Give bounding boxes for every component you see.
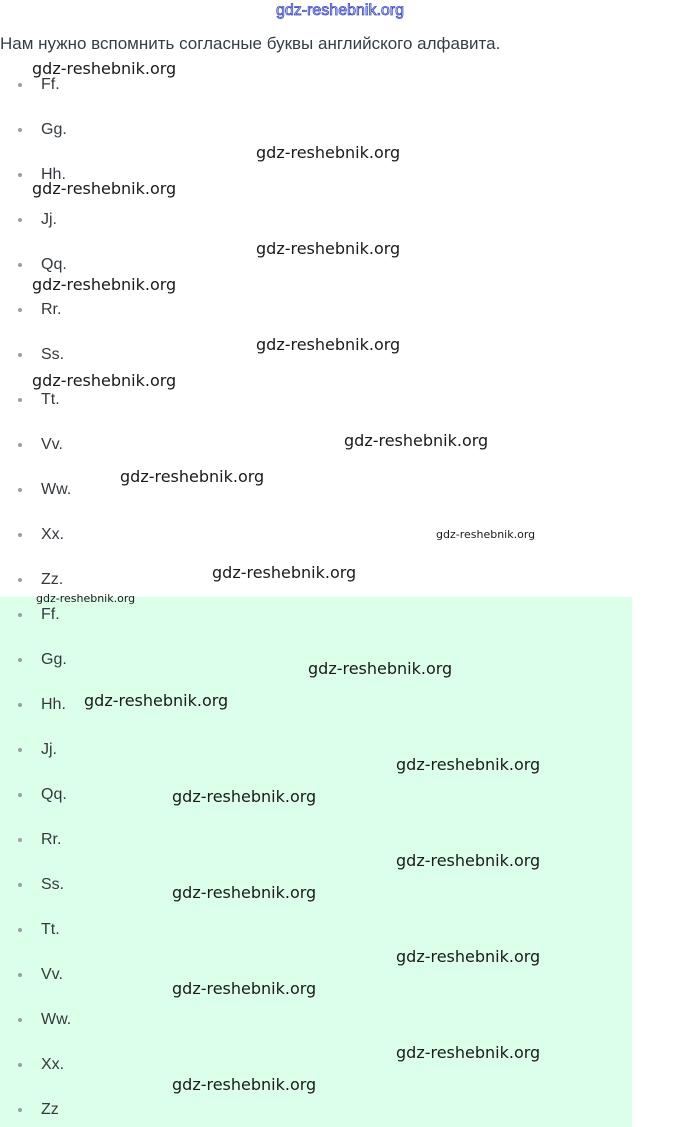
bullet-icon: [18, 1018, 22, 1022]
list-item: [0, 433, 300, 457]
watermark-text: gdz-reshebnik.org: [32, 371, 177, 390]
bullet-icon: [18, 613, 22, 617]
bullet-icon: [18, 578, 22, 582]
letter-label: Hh.: [41, 696, 66, 713]
bullet-icon: [18, 533, 22, 537]
bullet-icon: [18, 128, 22, 132]
letter-label: Rr.: [41, 301, 62, 318]
bullet-icon: [18, 263, 22, 267]
list-item: [0, 1098, 300, 1122]
bullet-icon: [18, 973, 22, 977]
list-item: [0, 343, 300, 367]
list-item: [0, 1053, 300, 1077]
list-item: [0, 918, 300, 942]
watermark-text: gdz-reshebnik.org: [396, 947, 541, 966]
watermark-text: gdz-reshebnik.org: [436, 528, 536, 541]
list-item: [0, 388, 300, 412]
watermark-text: gdz-reshebnik.org: [172, 883, 317, 902]
watermark-text: gdz-reshebnik.org: [396, 851, 541, 870]
bullet-icon: [18, 398, 22, 402]
bullet-icon: [18, 218, 22, 222]
watermark-text: gdz-reshebnik.org: [32, 179, 177, 198]
letter-label: Xx.: [41, 526, 65, 543]
bullet-icon: [18, 443, 22, 447]
bullet-icon: [18, 1063, 22, 1067]
bullet-icon: [18, 308, 22, 312]
letter-label: Rr.: [41, 831, 62, 848]
letter-label: Ss.: [41, 876, 65, 893]
watermark-text: gdz-reshebnik.org: [212, 563, 357, 582]
bullet-icon: [18, 658, 22, 662]
site-logo[interactable]: gdz-reshebnik.org: [275, 2, 405, 19]
letter-label: Ww.: [41, 481, 72, 498]
watermark-text: gdz-reshebnik.org: [396, 755, 541, 774]
letter-label: Vv.: [41, 436, 63, 453]
letter-label: Ff.: [41, 606, 60, 623]
watermark-text: gdz-reshebnik.org: [172, 979, 317, 998]
bullet-icon: [18, 883, 22, 887]
bullet-icon: [18, 928, 22, 932]
letter-label: Zz.: [41, 571, 64, 588]
letter-label: Qq.: [41, 786, 67, 803]
list-item: [0, 828, 300, 852]
letter-label: Tt.: [41, 921, 60, 938]
watermark-text: gdz-reshebnik.org: [396, 1043, 541, 1062]
bullet-icon: [18, 793, 22, 797]
list-item: [0, 253, 300, 277]
letter-label: Xx.: [41, 1056, 65, 1073]
list-item: [0, 738, 300, 762]
letter-label: Ff.: [41, 76, 60, 93]
watermark-text: gdz-reshebnik.org: [256, 143, 401, 162]
intro-text: Нам нужно вспомнить согласные буквы английского алфавита.: [0, 34, 501, 53]
list-item: [0, 298, 300, 322]
letter-label: Zz: [41, 1101, 59, 1118]
watermark-text: gdz-reshebnik.org: [344, 431, 489, 450]
watermark-text: gdz-reshebnik.org: [308, 659, 453, 678]
letter-label: Ss.: [41, 346, 65, 363]
list-item: [0, 208, 300, 232]
letter-label: Qq.: [41, 256, 67, 273]
list-item: [0, 648, 300, 672]
watermark-text: gdz-reshebnik.org: [32, 59, 177, 78]
watermark-text: gdz-reshebnik.org: [172, 1075, 317, 1094]
letter-label: Hh.: [41, 166, 66, 183]
watermark-text: gdz-reshebnik.org: [32, 275, 177, 294]
watermark-text: gdz-reshebnik.org: [84, 691, 229, 710]
watermark-text: gdz-reshebnik.org: [120, 467, 265, 486]
bullet-icon: [18, 488, 22, 492]
letter-label: Vv.: [41, 966, 63, 983]
bullet-icon: [18, 173, 22, 177]
bullet-icon: [18, 838, 22, 842]
watermark-text: gdz-reshebnik.org: [256, 335, 401, 354]
letter-label: Jj.: [41, 211, 57, 228]
watermark-text: gdz-reshebnik.org: [172, 787, 317, 806]
watermark-text: gdz-reshebnik.org: [36, 592, 136, 605]
bullet-icon: [18, 83, 22, 87]
bullet-icon: [18, 1108, 22, 1112]
bullet-icon: [18, 703, 22, 707]
list-item: [0, 523, 300, 547]
letter-label: Gg.: [41, 651, 67, 668]
letter-label: Tt.: [41, 391, 60, 408]
watermark-text: gdz-reshebnik.org: [256, 239, 401, 258]
letter-label: Jj.: [41, 741, 57, 758]
bullet-icon: [18, 748, 22, 752]
list-item: [0, 603, 300, 627]
list-item: [0, 118, 300, 142]
bullet-icon: [18, 353, 22, 357]
list-item: [0, 1008, 300, 1032]
letter-label: Ww.: [41, 1011, 72, 1028]
letter-label: Gg.: [41, 121, 67, 138]
